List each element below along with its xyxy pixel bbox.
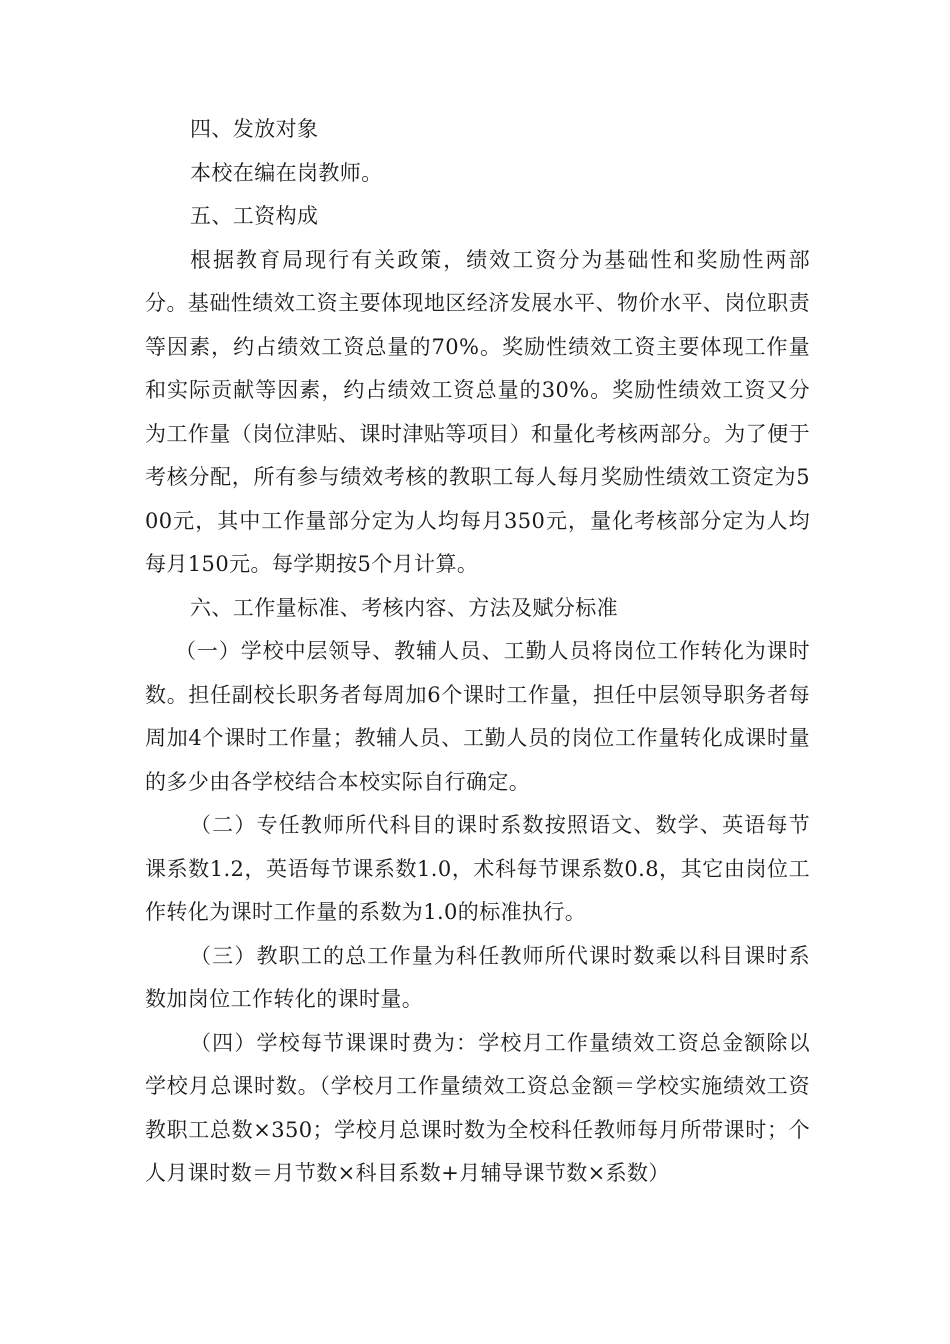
section-heading-6: 六、工作量标准、考核内容、方法及赋分标准: [190, 595, 618, 620]
section-heading-5: 五、工资构成: [190, 204, 319, 228]
document-page: [145, 108, 810, 1196]
paragraph-item-4: （四）学校每节课课时费为：学校月工作量绩效工资总金额除以学校月总课时数。（学校月工作量绩效工资总金额＝学校实施绩效工资教职工总数×350；学校月总课时数为全校科任教师每月所带课时；个人月课时数＝月节数×科目系数+月辅导课节数×系数）: [145, 1030, 810, 1185]
paragraph-item-1: （一）学校中层领导、教辅人员、工勤人员将岗位工作转化为课时数。担任副校长职务者每周加6个课时工作量，担任中层领导职务者每周加4个课时工作量；教辅人员、工勤人员的岗位工作量转化成课时量的多少由各学校结合本校实际自行确定。: [145, 639, 810, 794]
paragraph-recipients: 本校在编在岗教师。: [190, 160, 383, 185]
paragraph-salary-composition: 根据教育局现行有关政策，绩效工资分为基础性和奖励性两部分。基础性绩效工资主要体现地区经济发展水平、物价水平、岗位职责等因素，约占绩效工资总量的70%。奖励性绩效工资主要体现工作量和实际贡献等因素，约占绩效工资总量的30%。奖励性绩效工资又分为工作量（岗位津贴、课时津贴等项目）和量化考核两部分。为了便于考核分配，所有参与绩效考核的教职工每人每月奖励性绩效工资定为500元，其中工作量部分定为人均每月350元，量化考核部分定为人均每月150元。每学期按5个月计算。: [145, 247, 810, 576]
paragraph-item-2: （二）专任教师所代科目的课时系数按照语文、数学、英语每节课系数1.2，英语每节课系数1.0，术科每节课系数0.8，其它由岗位工作转化为课时工作量的系数为1.0的标准执行。: [145, 813, 810, 924]
section-heading-4: 四、发放对象: [190, 117, 319, 141]
paragraph-item-3: （三）教职工的总工作量为科任教师所代课时数乘以科目课时系数加岗位工作转化的课时量。: [145, 943, 810, 1011]
